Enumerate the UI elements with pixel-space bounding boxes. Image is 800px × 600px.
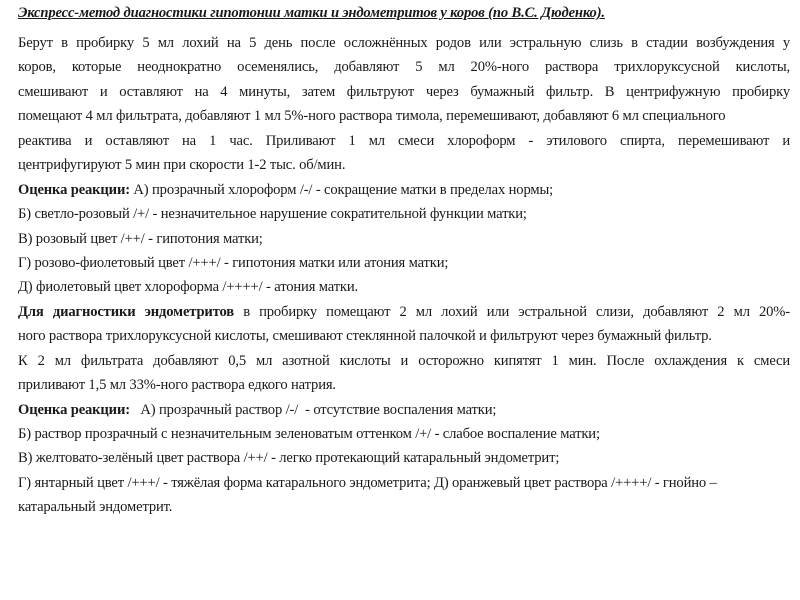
- assessment-item: В) желтовато-зелёный цвет раствора /++/ - легко протекающий катаральный эндометрит;: [18, 450, 560, 467]
- text-line: смешивают и оставляют на 4 минуты, затем фильтруют через бумажный фильтр. В центрифужную пробирку: [18, 83, 790, 100]
- text-line: К 2 мл фильтрата добавляют 0,5 мл азотной кислоты и осторожно кипятят 1 мин. После охлаждения к смеси: [18, 352, 790, 369]
- assessment-hypotonia: [18, 178, 790, 300]
- method-description: [18, 31, 790, 178]
- assessment-item: А) прозрачный раствор /-/ - отсутствие воспаления матки;: [129, 401, 497, 418]
- assessment-label: Оценка реакции:: [18, 401, 130, 418]
- assessment-item: Г) янтарный цвет /+++/ - тяжёлая форма катарального эндометрита; Д) оранжевый цвет раствора /++++/ - гнойно –: [18, 474, 717, 491]
- assessment-item: А) прозрачный хлороформ /-/ - сокращение матки в пределах нормы;: [129, 181, 554, 198]
- text-span: в пробирку помещают 2 мл лохий или эстральной слизи, добавляют 2 мл 20%-: [234, 303, 790, 320]
- text-line: помещают 4 мл фильтрата, добавляют 1 мл 5%-ного раствора тимола, перемешивают, добавляют 6 мл специального: [18, 108, 726, 125]
- document-title: Экспресс-метод диагностики гипотонии матки и эндометритов у коров (по В.С. Дюденко).: [18, 5, 605, 21]
- text-line: [18, 300, 790, 324]
- assessment-item: катаральный эндометрит.: [18, 499, 173, 516]
- text-line: [18, 398, 790, 422]
- assessment-item: Б) светло-розовый /+/ - незначительное нарушение сократительной функции матки;: [18, 206, 527, 223]
- assessment-item: Б) раствор прозрачный с незначительным зеленоватым оттенком /+/ - слабое воспаление матки;: [18, 426, 600, 442]
- assessment-item: Г) розово-фиолетовый цвет /+++/ - гипотония матки или атония матки;: [18, 254, 449, 271]
- text-line: коров, которые неоднократно осеменялись, добавляют 5 мл 20%-ного раствора трихлоруксусной кислоты,: [18, 59, 790, 76]
- assessment-item: Д) фиолетовый цвет хлороформа /++++/ - атония матки.: [18, 279, 359, 296]
- endometritis-description: [18, 300, 790, 398]
- document-page: [18, 0, 790, 520]
- text-line: центрифугируют 5 мин при скорости 1-2 тыс. об/мин.: [18, 157, 346, 174]
- endometritis-label: Для диагностики эндометритов: [18, 303, 235, 320]
- text-line: ного раствора трихлоруксусной кислоты, смешивают стеклянной палочкой и фильтруют через бумажный фильтр.: [18, 328, 712, 345]
- assessment-item: В) розовый цвет /++/ - гипотония матки;: [18, 230, 263, 247]
- text-line: [18, 178, 790, 202]
- text-line: приливают 1,5 мл 33%-ного раствора едкого натрия.: [18, 377, 336, 394]
- assessment-label: Оценка реакции:: [18, 181, 130, 198]
- text-line: Берут в пробирку 5 мл лохий на 5 день после осложнённых родов или эстральную слизь в стадии возбуждения у: [18, 35, 790, 51]
- text-line: реактива и оставляют на 1 час. Приливают 1 мл смеси хлороформ - этилового спирта, перемешивают и: [18, 132, 790, 149]
- assessment-endometritis: [18, 398, 790, 520]
